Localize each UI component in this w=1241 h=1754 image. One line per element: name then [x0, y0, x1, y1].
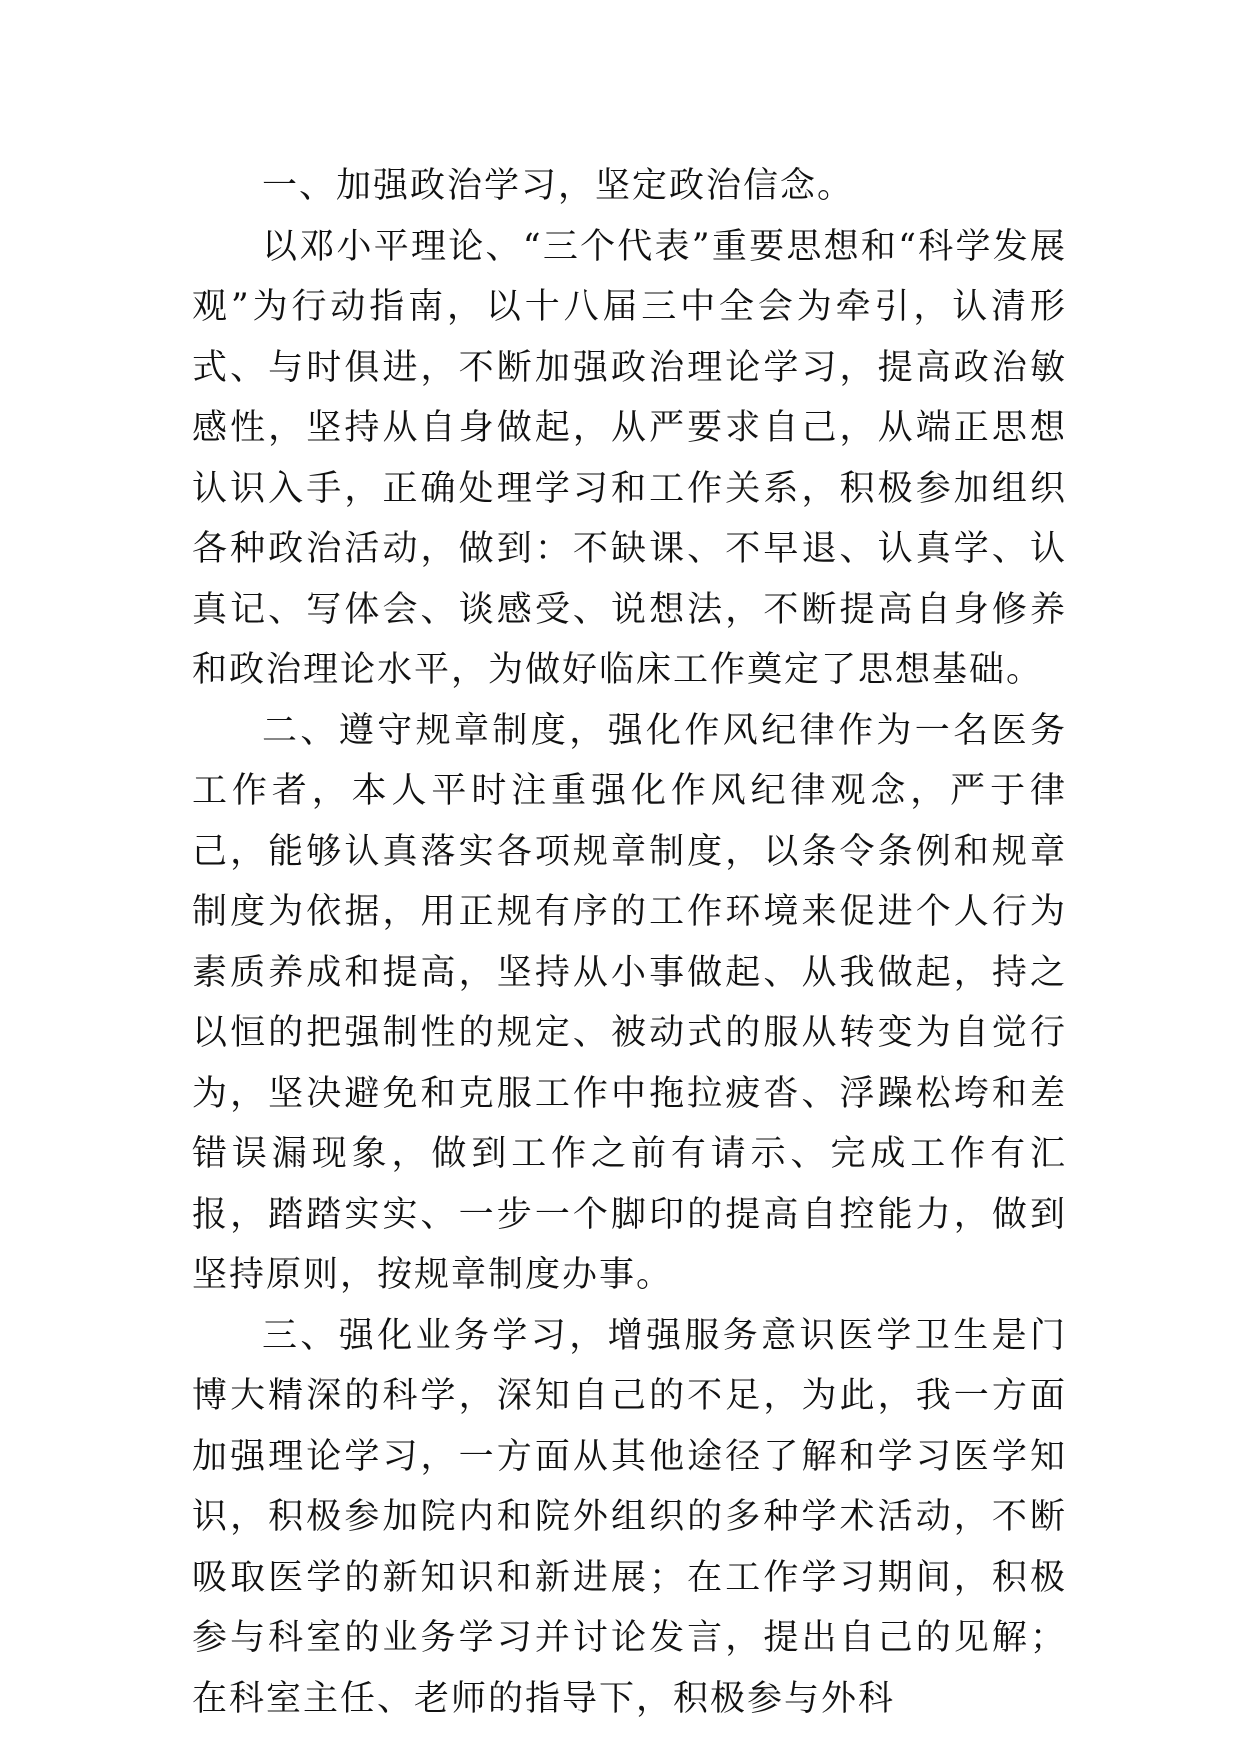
paragraph-section-2: 二、遵守规章制度，强化作风纪律作为一名医务工作者，本人平时注重强化作风纪律观念，严于律己，能够认真落实各项规章制度，以条令条例和规章制度为依据，用正规有序的工作环境来促进个人行为素质养成和提高，坚持从小事做起、从我做起，持之以恒的把强制性的规定、被动式的服从转变为自觉行为，坚决避免和克服工作中拖拉疲沓、浮躁松垮和差错误漏现象，做到工作之前有请示、完成工作有汇报，踏踏实实、一步一个脚印的提高自控能力，做到坚持原则，按规章制度办事。 [192, 710, 1067, 1295]
paragraph-heading-1: 一、加强政治学习，坚定政治信念。 [262, 166, 855, 206]
document-body [192, 156, 1067, 1729]
paragraph-section-3: 三、强化业务学习，增强服务意识医学卫生是门博大精深的科学，深知自己的不足，为此，我一方面加强理论学习，一方面从其他途径了解和学习医学知识，积极参加院内和院外组织的多种学术活动，不断吸取医学的新知识和新进展；在工作学习期间，积极参与科室的业务学习并讨论发言，提出自己的见解；在科室主任、老师的指导下，积极参与外科 [192, 1315, 1067, 1719]
paragraph-body-1: 以邓小平理论、“三个代表”重要思想和“科学发展观”为行动指南，以十八届三中全会为牵引，认清形式、与时俱进，不断加强政治理论学习，提高政治敏感性，坚持从自身做起，从严要求自己，从端正思想认识入手，正确处理学习和工作关系，积极参加组织各种政治活动，做到：不缺课、不早退、认真学、认真记、写体会、谈感受、说想法，不断提高自身修养和政治理论水平，为做好临床工作奠定了思想基础。 [192, 226, 1067, 690]
